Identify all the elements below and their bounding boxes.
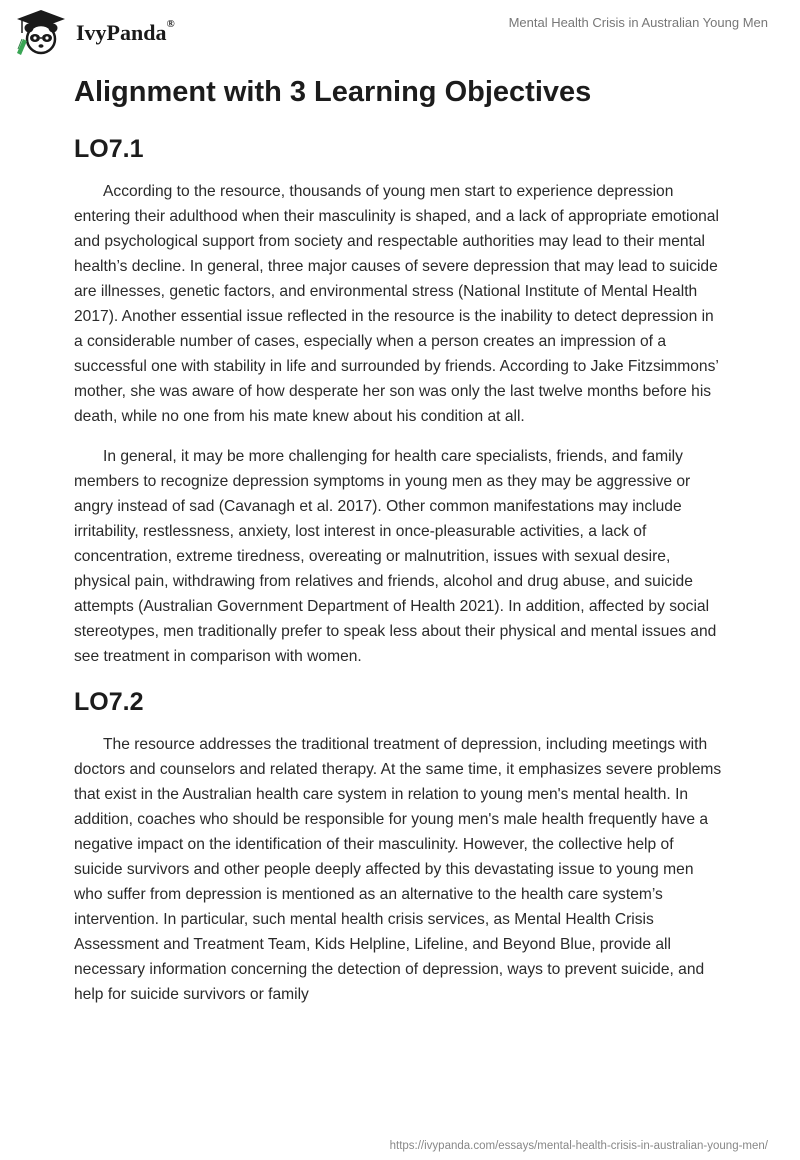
paragraph: According to the resource, thousands of young men start to experience depression entering their adulthood when their masculinity is shaped, and a lack of appropriate emotional and psychological support from society and respectable authorities may lead to their mental health’s decline. In general, three major causes of severe depression that may lead to suicide are illnesses, genetic factors, and environmental stress (National Institute of Mental Health 2017). Another essential issue reflected in the resource is the inability to detect depression in a considerable number of cases, especially when a person creates an impression of a successful one with stability in life and surrounded by friends. According to Jake Fitzsimmons’ mother, she was aware of how desperate her son was only the last twelve months before his death, while no one from his mate knew about his condition at all. [74, 183, 719, 425]
essay-content [74, 72, 726, 1022]
section-title-lo7-1: LO7.1 [74, 135, 144, 163]
brand-name[interactable] [76, 20, 175, 46]
brand-text[interactable]: IvyPanda [76, 20, 167, 45]
ivypanda-logo-icon[interactable] [14, 9, 68, 55]
page-header [0, 0, 800, 60]
document-title: Mental Health Crisis in Australian Young Men [508, 15, 768, 30]
paragraph: In general, it may be more challenging for health care specialists, friends, and family members to recognize depression symptoms in young men as they may be aggressive or angry instead of sad (Cavanagh et al. 2017). Other common manifestations may include irritability, restlessness, anxiety, lost interest in once-pleasurable activities, a lack of concentration, extreme tiredness, overeating or malnutrition, issues with sexual desire, physical pain, withdrawing from relatives and friends, alcohol and drug abuse, and suicide attempts (Australian Government Department of Health 2021). In addition, affected by social stereotypes, men traditionally prefer to speak less about their physical and mental issues and see treatment in comparison with women. [74, 448, 717, 665]
paragraph: The resource addresses the traditional treatment of depression, including meetings with doctors and counselors and related therapy. At the same time, it emphasizes severe problems that exist in the Australian health care system in relation to young men's mental health. In addition, coaches who should be responsible for young men's male health frequently have a negative impact on the identification of their masculinity. However, the collective help of suicide survivors and other people deeply affected by this devastating issue to young men who suffer from depression is mentioned as an alternative to the health care system’s intervention. In particular, such mental health crisis services, as Mental Health Crisis Assessment and Treatment Team, Kids Helpline, Lifeline, and Beyond Blue, provide all necessary information concerning the detection of depression, ways to prevent suicide, and help for suicide survivors or family [74, 736, 722, 1003]
registered-mark: ® [166, 18, 175, 30]
source-url[interactable]: https://ivypanda.com/essays/mental-health-crisis-in-australian-young-men/ [389, 1140, 768, 1152]
section-title-lo7-2: LO7.2 [74, 688, 144, 716]
page-title: Alignment with 3 Learning Objectives [74, 76, 592, 108]
